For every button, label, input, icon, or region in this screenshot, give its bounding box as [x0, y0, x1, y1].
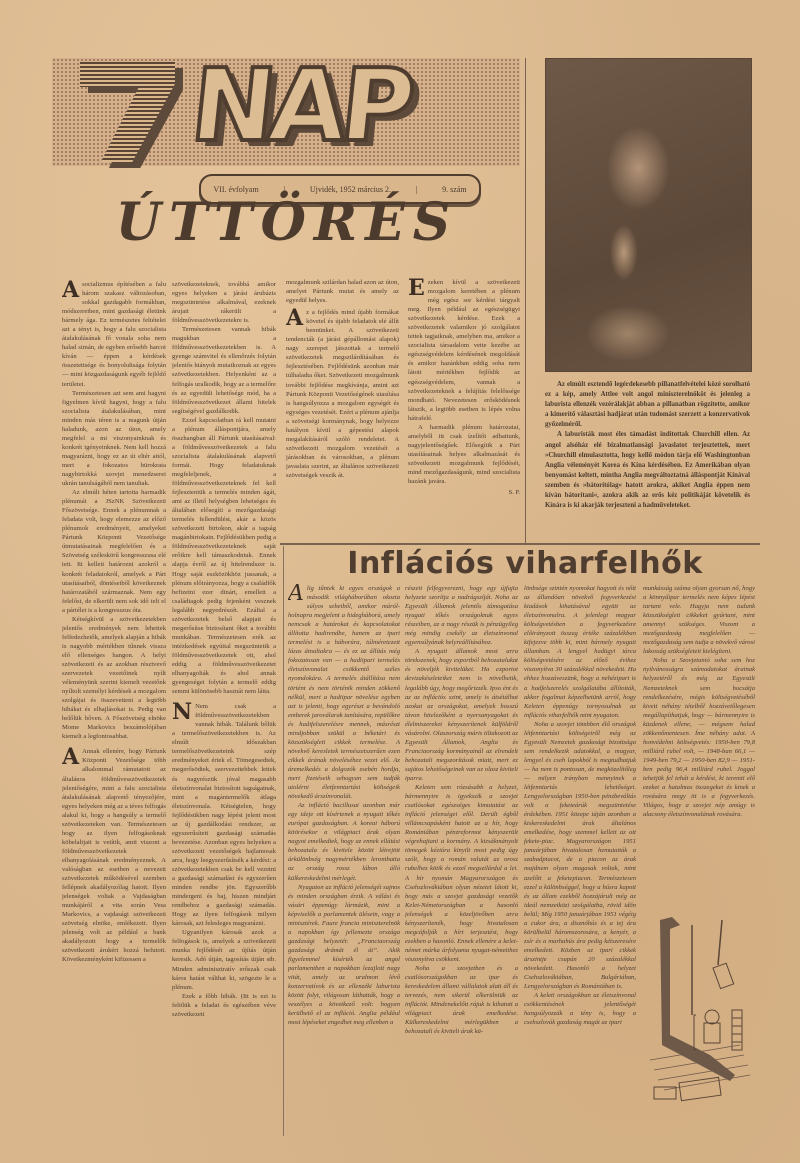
author-signature: S. P.	[508, 489, 520, 497]
main-article-col4: Ezeken kívül a szövetkezeti mozgalom keretében a plénum még egész sor kérdést tárgyalt meg. Ilyen például az egészségügyi szövetkezetek kérdése. Ezek a szövetkezetek valamikor jó szolgálatot tettek tagjaiknak, amelyben ma, amikor a szocialista társadalom vette kezébe az egészségvédelem kérdésének megoldását és amikor hazánkban eddig soha nem látott mértékben fejlődik az egészségvédelem, vannak a szövetkezeteknek a felújítás felelőssége mondható. Nevezetesen erősködésnek látszik, a legtöbb esetben is lépés volna hátrafelé. A harmadik plénum határozatai, amelyből itt csak ízelítőt adhattunk, nagyjelentőségűek. Elősegítik a Párt utasításainak helyes alkalmazását és szövetkezeti mozgalmunk fejlődését, mind mezőgazdaságunk, mind szocialista hazánk javára. S. P.	[408, 278, 520, 497]
photo-caption: Az elmúlt esztendő legérdekesebb pillanatfelvételei közé sorolható ez a kép, amely Attlee volt angol miniszterelnököt és jelenleg a laburista ellenzék vezérálakját abban a pillanatban rögzítette, amikor a kimerítő választási hadjárat után tudomást szerzett a konzervatívok győzelméről. A laburisták most éles támadást indítottak Churchill ellen. Az angol alsóház elé bizalmatlansági javaslatot terjesztettek, mert »Churchill elmulasztotta, hogy kellő módon tárja elő Washingtonban Anglia véleményét Korea és Kína kérdésében. Ez Amerikában olyan benyomást keltett, mintha Anglia megváltoztatná álláspontját Kínával szemben és »bátorítólag« hatott arokra, akiket Anglia éppen nem kíván bátorítani«, azokra akik az erős kéz politikáját követelik és Kínára is ki akarják terjeszteni a hadműveleteket.	[545, 381, 750, 510]
dropcap-a: A	[288, 584, 304, 606]
inflation-col1: Alig tűntek ki egyes országok a második világháborúban okozta súlyos sebeiből, amikor máról-holnapra megjelent a hidegháború, amely nemcsak a határokat és kapcsolatokat állította hadirendbe, hanem az ipari termelést is a háborúra, túlméretezett lázas átnaltakra — és ez az állítás még fokozatosan van — a hadiipari termelés életszínvonalat csökkentő széles nyomdokára. A termelés átállítása nem történt és nem történik minden zökkenő nélkül, mert a hadiipar növelése egyben azt is jelenti, hogy egyrészt a bevándoló emberek jaroválarak tanítására, repülőkre és hadifelszerelésre mennek, másrészt mindjobban szükül a béketári és közszükségleti cikkek termelése. A növekvő keresletek természetszerűen ezen cikkek árának növeléséhez vezet elő. Az áremelkedés a dolgozók zsebén hordja, mert fizetéseik sehogyan sem tudják utolérni életfenntartási költségeik növekedő árszínvonalát. Az infláció bacillusai azonban már egy ideje ott kísértenek a nyugati tőkés európai gazdaságban. A koreai háború kitörésekor a világpiaci árak olyan nagyot emelkedtek, hogy az ennek ellátási behozatala és kivitele között létrejött árkülönbség nagymértékben leronthatta az ország rossz lábon álló külkereskedelmi mérlegét. Nyugaton az infláció jelenségét sajnos és minden országban érzik. A válási és vásári éppenúgy lármázik, mint a képviselők a parlamentek ülésein, vagy a minisztérek. Faure francia miniszterelnök a napokban így jellemezte országa gazdasági helyzetét: „Franciaország gazdasági drámát él át”. Akik figyelemmel kísérték az angol parlamentben a napokban lezajlott nagy vitát, amely az uralmon lévő konzervatívok és az ellenzéki laburista között folyt, világosan láthatták, hogy a veszélyes a következő volt: hogyan kerülhető el az infláció. Anglia például most lépéseket engedhet meg ellenben a	[288, 584, 400, 1027]
inflation-col4: munkásság száma olyan gyorsan nő, hogy a könnyűipar termelés nem képes lépést tartani vele. Hagyja nem tudunk közszükségleti cikkeket gyártani, mint amennyi szükséges. Viszont a mezőgazdaság megfelelően — mezőgazdaság sem tudja a növekvő városi lakosság szükségleteit kielégíteni. Noha a Szovjetunió soha sem hoz nyilvánosságra számadatokat árainak helyzetéről és még az Egyesült Nemzeteknek sem bocsátja rendelkezésére, mégis költségvetéséből kivett néhány tételből hozzávetőlegesen megállapíthatjuk, hogy — bármennyire is küzdenek ellene, — mégsem halad zökkenőmentesen. Íme néhány adat. A honvédelmi költségvetés: 1950-ben 79,8 milliárd rubel volt, — 1948-ban 66,1 — 1949-ben 79,2 — 1950-ben 82,9 — 1951-ben pedig 96,4 milliárd rubel. Joggal tehetjük fel tehát a kérdést, ki teremti elő ezeket a hatalmas összegeket és kinek a rovására megy itt is a fegyverkezés. Világos, hogy a szovjet nép amúgy is alacsony életszínvonalának rovására.	[643, 585, 755, 819]
volume-label: VII. évfolyam	[213, 184, 259, 194]
separator: |	[415, 184, 418, 194]
dropcap-a: A	[62, 280, 80, 303]
dropcap-a: A	[62, 744, 80, 771]
issue-number: 9. szám	[442, 184, 467, 194]
inflation-headline: Inflációs viharfelhők	[347, 546, 703, 581]
cartoon-illustration-icon	[640, 905, 760, 1110]
masthead	[52, 47, 520, 194]
column-divider	[283, 546, 284, 1136]
section-divider	[280, 543, 760, 545]
separator: |	[283, 184, 286, 194]
dropcap-e: E	[408, 278, 425, 301]
portrait-photo-icon	[545, 58, 752, 372]
inflation-col2: részeit felfegyverezni, hogy egy újfajta helyzete szorítja a nadrágszíját. Noha az Egyesült Államok jelentős támogatása nyugati tőkés országoknak egyes részeiben, az a nagy részük is pénzügyileg még mindig csekély az életszínvonal egyensúlyának helyreállításához. A nyugati államok most arra törekszenek, hogy exportból behozatalukat és növeljék kivitelüket. Ha exportot devizakészleteiket nem is növelhetik, legalább úgy, hogy megőrizzék. Ipso ént és az az inflációs szint, amely is átsétálhat azokat az országokat, amelyek hosszú távon hitelezőként a nyersanyagokat és élelmiszereket kényszerítenek külföldről vásárolni. Olaszország máris tiltakozott az Egyesült Államok, Anglia és Franciaország kormányainál az elrendelt behozatali megszorítások miatt, mert ez sajátos lehetőségeinek van az olasz kiviteli iparra. Keleten sem rózsásabb a helyzet, bármennyire is igyekszik a szovjet csatlósokat egészséges kimutatást az infláció jelenségei elől. Derült égből villámcsapásként hatott az a hír, hogy Romániában pénzreformot kényszerült végrehajtani a kormány. A kizsákmányolt tömegek kéziára kinyilt most pedig úgy szólt, hogy a román valutát az orosz rubelhez kötik és ezzel megszilárdul a lei. A hír nyomán Magyarországon és Csehszlovákiában olyan nézetet látott ki, hogy más a szovjet gazdasági vezetők Kelet-Németországban a hasonló jelenségek a közeljövőben arra kényszerítenék, hogy hivatalosan megcáfolják a hírt terjesztést, hogy ezekben a hasonló. Ennek ellenére a kelet-német márka árfolyama nyugat-németihez viszonyítva csökkent. Noha a szovjetben és a csatlósországokban az ipar és kereskedelem állami vállalatok alatt áll és tervezés, nem sikerül elkerülniük az inflációt. Mindenekelőtt rájuk is kihatott a világpiaci árak emelkedése. Külkereskedelmi mérlegükben a behozatali és kiviteli árak kü-	[405, 585, 518, 1036]
place-date: Ujvidék, 1952 március 2.	[309, 184, 391, 194]
main-headline: ÚTTÖRÉS	[115, 192, 459, 253]
column-divider	[525, 58, 526, 543]
main-article-col2: szövetkezeteknek, továbbá amikor egyes helyeken a járási árubázis megszüntetése alkalmával, ezeknek árujait rákerült a földművesszövetkezetekre is. Természetesen vannak hibák magukban a földművesszövetkezetekben is. A gyenge számvitel és ellenőrzés folytán jelentős hiányok mutatkoznak az egyes szövetkezetekben. Helyenként az a felfogás uralkodik, hogy az a termelőre és az egyedüli lehetősége mód, ha a földművesszövetkezet állami hitelek segítségével gazdálkodik. Ezzel kapcsolatban rá kell mutatni a plénum álláspontjára, amely összhangban áll Pártunk utasításaival: a földművesszövetkezetek a falu szocialista átalakulásának alapvető formái. Hogy feladatuknak megfeleljenek, a földművesszövetkezeteknek fel kell fejleszteniük a termelés minden ágát, ami az illető helységben lehetséges és általában elősegíti a mezőgazdasági termelés fellendülést, akár a közös szövetkezeti birtokon, akár a tagság magánbirtokain. Fejlődésükben pedig a földművesszövetkezeteknek saját erőikre kell támaszkodniuk. Ennek alapja évről az új hitelrendszer is. Hogy saját eszközökhöz jussanak, a plénum előirányozza, hogy a családfők befizetni ezer dinárt, emellett a családtagok pedig fejenként vesznek legalább negyedrészét. Ezáltal a szövetkezetek belső alapjait és megerősítse biztosítani őket a további munkában. Természetesen erék az intézkedések egyúttal megszüntetik a földművesszövetkezetek ott, ahol eddig a földművesszövetkezetet elhanyagolták és ahol annak gyengeségei folytán a termelő eddig semmi különösebb hasznát nem látta. N Nem csak a földművesszövetkezetekben vannak hibák. Találunk bőlük a termelőszövetkezetekben is. Az elmúlt időszakban termelőszövetkezeteink szép eredményeket értek el. Tömegesedtek, megerősödtek, szervezettebbek lettek és nagyrészük jóval magasabb életszínvonalat biztosított tagságainak, mint a magántermelők átlaga életszínvonala. Kétségtelen, hogy fejlődésükben nagy lépést jelent most az új gazdálkodási rendszer, az egyszerűsített gazdasági számadás bevezetése. Azonban egyes helyeken a szövetkezeti vezetőségek hajlamosak arra, hogy leegyszerűsítsék a kérdést: a szövetkezetekben csak be kell vezetni a gazdasági számadást és egyszerűen minden rendbe jön. Egyszerűbb mindergeni és baj, hiszen mindjárt rendbehoz a gazdasági számadás. Hogy az ilyen felfogások milyen károsak, azt felesleges magyarázni. Ugyanilyen károsak azok a felfogások is, amelyek a szövetkezeti munka fejlődését az újítás útján keresik. Adó útján, tagosítás útján stb. Minden adminisztratív erőszak csak káros hatást válthat ki, szögezte le a plénum. Ezek a főbb hibák. (Itt is ezt is felölük a feladat és egészében véve szövetkezeti	[172, 281, 276, 1018]
dropcap-a: A	[286, 305, 304, 332]
main-article-col3: mozgalmunk szilárdan halad azon az úton, amelyet Pártunk mutat és amely az egyedül helyes. Az a fejlődés mind újabb formákat követel és újabb feladatok elé állít bennünket. A szövetkezeti tendenciák (a járási gépállomási alapok) nagy szerepet játszottak a termelő szövetkezetek megszilárdításában és fejlesztésében. Fejlődésünk azonban már túlhaladta őket. Szövetkezeti mozgalmunk további fejlődése megkívánja, amint azt Pártunk Központi Vezetőségének utasítása is hangsúlyozza a mozgalom egységét és egységes vezetését. Ezért a plénum ajánlja a szövetségi kormánynak, hogy helyezze hatályon kívül a gépestési alapok megalakításáról szóló rendeletet. A szövetkezeti mozgalom vezetését a járásokban és városokban, a plénum javaslata szerint, az általános szövetkezeti szövetségek veszik át.	[286, 279, 399, 479]
dropcap-n: N	[172, 699, 193, 726]
logo-nap: NAP	[185, 47, 415, 164]
main-article-col1: Asocializmus építésében a falu három szakasz változásoban, sokkal gazdagabb formákban, módszereiben, mint gazdasági életünk bármely ága. Ez természetes feltételei azt a tényt is, hogy a falu szocialista átalakulásának fő vonala soha nem halad simán, de egyben erősebb harcot kíván — éppen a kérdések összetettsége és bonyolultsága folytán — mint közgazdaságunk egyéb fejlődő területei. Természetesen azt sem ami hagyni figyelmen kívül hagyni, hogy a falu szocialista átalakulásában, mint minden más téren is a magunk útján haladunk, azon az úton, amely megfelel a mi viszonyainknak és konkrét igényeinknek. Nem kell hozzá magyarázni, hogy ez az út eltér attól, mert a fokozatos bürokrata nagybirtokká szovjet menedzserei ukrán tanulságából nem tanultak. Az elmúlt héten tartotta harmadik plénumát a JSzNK Szövetkezeti Főszövetsége. Ennek a plénumnak a feladata volt, hogy elemezze az előző plénumok eredményeit, amelyeket Pártunk Központi Vezetősége útmutatásainak megfelelően és a Szövetség széleskörű kongresszusa elé tett. Itt kellett határozni azokról a konkrét feladatokról, amelyek a Párt utasításaiból, döntéseiből következnek határozatából származnak. Nem egy felelőst, de elkerült nem sok idő telt el a pártélet is a kongresszus óta. Kétségkívül a szövetkezetekben jelentős eredmények nem lehettek felfedezhetők, amelyek alapján a hibák is nagyobb mértékben tűnnek vissza elő ellenséges hangon. A helyi szövetkezeti és az azokban résztvevő szervezetek vezetőinek nyílt véleményünk szerint kiemelt vezetőnk nyíltolt személyi kérdések a mozgalom szolgájai és összevetteni a legtöbb hibákat és elhajlásokat is. Pedig van belőlük bőven. A Főszövetség elnöke Mome Markovics beszámolójában kiemelt a legfontosabbat. A Annak ellenére, hogy Pártunk Központi Vezetősége több alkalommal rámutatott az általános földművesszövetkezetek jelentőségére, mint a falu szocialista átalakulásának alapvető tényezőjére, egyes helyeken még az a téves felfogás alakul ki, hogy a hangsúly a termelő szövetkezeteken van. Természetesen hogy az ilyen felfogásoknak köbelaltjait is vetítik, amit viszont a földművesszövetkezetek elhanyagolásának eredményeznek. A valóságban az esetben a nevezett szövetkezetek működésével szemben fellépnek akadályozólag hatott. Ilyen jelenségek voltak a Vajdaságban munkájáról a vita során Vesa Markovics, a vajdasági szövetkezeti szövetség elnöke, emlékezett. Ilyen jelenség volt az például a bank akadályozott hogy a termelők szövetkezeti árukért hozzá hefutott. Következményként kifizessen a	[62, 280, 166, 964]
inflation-col3: lönbsége szintén nyomokat hagyott és nőtt az állandóan növekvő fegyverkezési kiadások kihatásával együtt az életszínvonalra. A jelenlegi magyar költségvetésben a fegyverkezésre előirányzott összeg értéke százalékban kifejezve több ki, mint bármely nyugati államban. A lengyel hadügyi tárca költségvetésére az előző évihez viszonyítva 30 százalékkal növekedett. Ha ehhez hozzáveszünk, hogy a nehézipart is a hadfelszerelés szolgálatába állították, akkor fogalmat képzelhetünk arról, hogy Keleten éppenúgy tornyosulnak az inflációs viharfelhők mint nyugaton. Noha a szovjet tömbben élő országok létfenntartási költségeiről még az Egyesült Nemzetek gazdasági bizottsága sem rendelkezik adatokkal, a magyar, lengyel és cseh lapokból is megtudhatjuk — ha nem is pontosan, de megközelítőleg — milyen irányban mennyinek a létfenntartás lehetőségei. Lengyelországban 1950-ben pénzbeváltás volt a feketeárúk megszüntetése érdekében. 1951 közepe táján azonban a kiskereskedelmi árak általános emelkedése, hogy szemmel kellett az ott fekete-piac. Magyarországon 1951 januárjában hivatalosan hemutatták a szabadpiacot, de a piacon az árak majdnem olyan magasak voltak, mint azelőtt a feketepiacon. Természetesen ezzel a különbséggel, hogy a húsra kapott és az állam ezekből hozzájárult még az ideál nemzetközi szolgálatba, rövid időn belül; Míg 1950 januárjában 1951 végéig a cukor ára, a disznóhús és a tej ára körülbelül háromszorosára, a kenyér, a zsír és a marhahús ára pedig kétszeresére emelkedett. Közben az ipari cikkek árszintje csupán 20 százalékkal növekedett. Hasonló a helyzet Csehszlovákiában, Bulgáriában, Lengyelországban és Romániában is. A keleti országokban az életszínvonal csökkentésének jelentőségét hangsúlyozzák a tény is, hogy a csehszlovák gazdaság magát az ipari	[524, 585, 636, 1027]
